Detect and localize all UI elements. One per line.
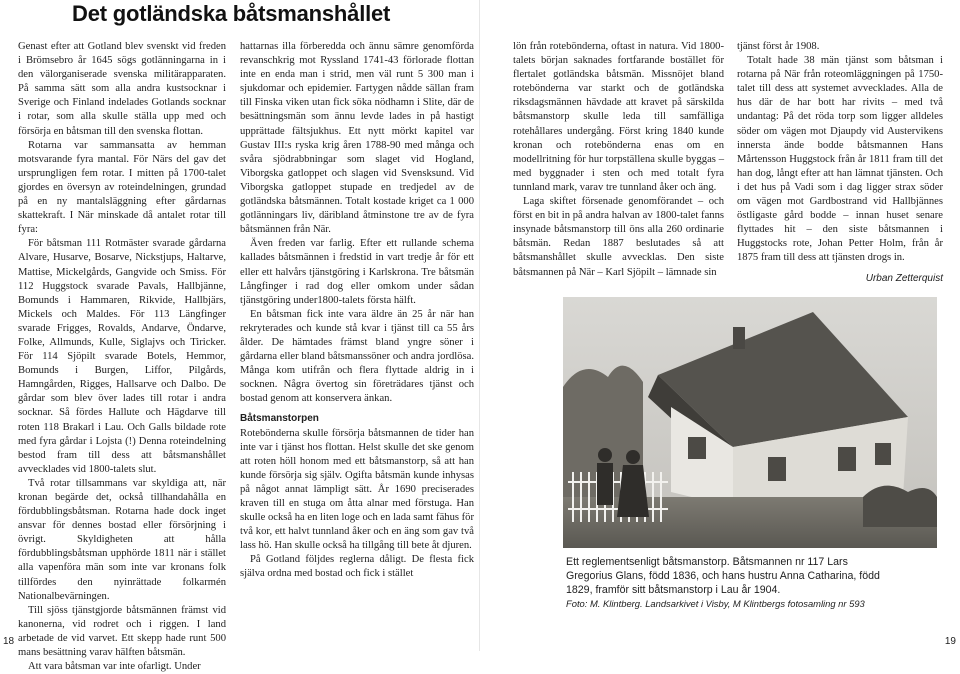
cottage-photo-image xyxy=(563,297,937,548)
paragraph: Att vara båtsman var inte ofarligt. Under xyxy=(28,661,201,673)
paragraph: tjänst först år 1908. xyxy=(737,41,820,52)
page-number-right: 19 xyxy=(944,636,956,647)
column-1 xyxy=(18,40,226,674)
column-2 xyxy=(240,40,474,582)
paragraph: För båtsman 111 Rotmäster svarade gårdarna Alvare, Husarve, Bosarve, Nickstjups, Haltarve, Mattise, Mickelgårds, Gangvide och Smiss. För 112 Huggstock svarade Pavals, Hallbjänne, Bomunds i Hammaren, Rikvide, Hallbjärs, Mickels och Maldes. För 113 Längfinger svarade Frigges, Rovalds, Andarve, Öndarve, Folke, Allmunds, Kulle, Siglajvs och Tiricker. För 114 Sjöpilt svarade Botels, Hemmor, Bomunds i Burgen, Liffor, Pilgårds, Hamngården, Rigges, Hallsarve och Dalbo. De gårdar som blev över lades till rotar i andra socknar. Så fördes Hallute och Hägdarve till roten 118 Brakarl i Lau. Och Galls bildade rote med fyra gårdar i Lojsta (!) Denna roteindelning bestod fram till dess att båtsmanshållet avvecklades vid 1800-talets slut. xyxy=(18,238,226,475)
column-4 xyxy=(737,40,943,286)
paragraph: På Gotland följdes reglerna dåligt. De flesta fick själva ordna med bostad och fick i stället xyxy=(240,554,474,580)
paragraph: Laga skiftet försenade genomförandet – och först en bit in på andra halvan av 1800-talet fanns insynade båtsmanstorp till öns alla 260 ordinarie båtsmän. Redan 1887 beslutades så att båtsmanshållet skulle avvecklas. Den siste båtsmannen på När – Karl Sjöpilt – lämnade sin xyxy=(513,196,724,278)
paragraph: Även freden var farlig. Efter ett rullande schema kallades båtsmännen i fredstid in vart tredje år för ett eller ett halvårs tjänstgöring i Karlskrona. Tre båtsmän Långfinger i rad dog eller omkom under sådan tjänstgöring under1800-talets första hälft. xyxy=(240,238,474,306)
paragraph: Genast efter att Gotland blev svenskt vid freden i Brömsebro år 1645 sögs gotlänningarna in i den välorganiserade svenska militärapparaten. På samma sätt som alla andra kustsocknar i Sverige och Finland indelades Gotlands socknar i rotar, som alla skulle ställa upp med och försörja en båtsman till den svenska flottan. xyxy=(18,41,226,137)
photo-caption xyxy=(566,555,896,611)
article-title: Det gotländska båtsmanshållet xyxy=(72,1,391,26)
caption-text: Ett reglementsenligt båtsmanstorp. Båtsmannen nr 117 Lars Gregorius Glans, född 1836, och hans hustru Anna Catharina, född 1829, framför sitt båtsmanstorp i Lau år 1904. xyxy=(566,556,880,596)
column-3 xyxy=(513,40,724,280)
caption-credit: Foto: M. Klintberg. Landsarkivet i Visby, M Klintbergs fotosamling nr 593 xyxy=(566,598,865,609)
cottage-photo xyxy=(563,297,937,548)
paragraph: hattarnas illa förberedda och ännu sämre genomförda revanschkrig mot Ryssland 1741-43 förlorade flottan inte en enda man i strid, men väl runt 5 300 man i sjukdomar och epidemier. Fartygen nådde sällan fram till Finska viken utan fick söka nödhamn i Slite, där de besättningsmän som ännu levde lades in på hastigt upprättade fältsjukhus. Ett nytt mörkt kapitel var Gustav III:s ryska krig åren 1788-90 med många och svåra sjödrabbningar som slaget vid Hogland, Viborgska gatloppet och slagen vid Svensksund. Vid Viborgska gatloppet stupade en tredjedel av de gotländska båtsmännen. Totalt kostade kriget ca 1 000 gotlänningars liv, däribland åtminstone tre av de fyra båtsmännen från När. xyxy=(240,41,474,236)
paragraph: Två rotar tillsammans var skyldiga att, när kronan begärde det, också tillhandahålla en fördubblingsbåtsman. Rotarna hade dock inget ansvar för dennes bostad eller försörjning i övrigt. Skyldigheten att hålla fördubblingsbåtsman upphörde 1811 när i stället alla vapenföra män som inte var kronans folk tillfördes den nyinrättade folkarmén Nationalbevärningen. xyxy=(18,477,226,602)
paragraph: Rotebönderna skulle försörja båtsmannen de tider han inte var i tjänst hos flottan. Helst skulle det ske genom att roten höll honom med ett båtsmanstorp, så att han kunde försörja sig själv. Ogifta båtsmän kunde inhysas på något annat lämpligt sätt. År 1690 preciserades kraven till en stuga om åtta alnar med förstuga. Han skulle också ha en liten loge och en lada samt fähus för två kor, ett halvt tunnland åker och en äng som gav två lass hö. Han skulle också ha tillgång till bete åt djuren. xyxy=(240,427,474,552)
page-fold xyxy=(479,0,480,651)
section-heading: Båtsmanstorpen xyxy=(240,413,319,425)
page-number-left: 18 xyxy=(3,636,15,647)
paragraph: Totalt hade 38 män tjänst som båtsman i rotarna på När från roteomläggningen på 1750-talet till dess att systemet avvecklades. Alla de hus där de har bott har rivits – med två undantag: På det röda torp som ligger alldeles söder om vägen mot Djaupdy vid Austervikens innersta ände bodde båtsmannen Hans Mårtensson Huggstock från år 1811 fram till det han dog, långt efter att han lämnat tjänsten. Och i det hus på Vadi som i dag ligger strax söder om vägen mot Gardbostrand vid Hallbjännes östligaste gård bodde – innan huset senare flyttades hit – den siste båtsmannen i Huggstocks rote, Johan Petter Holm, från år 1875 fram till dess att tjänsten drogs in. xyxy=(737,55,943,264)
paragraph: Till sjöss tjänstgjorde båtsmännen främst vid kanonerna, vid rodret och i riggen. I land arbetade de vid varvet. Ett skepp hade runt 500 mans besättning varav hälften båtsmän. xyxy=(18,604,226,659)
paragraph: Rotarna var sammansatta av hemman motsvarande fyra mantal. För Närs del gav det ursprungligen fem rotar. I mitten på 1700-talet gjordes en översyn av roteindelningen, grundad på en ny mantalsläggning efter gårdarnas skattekraft. I När minskade då antalet rotar till fyra: xyxy=(18,139,226,236)
paragraph: En båtsman fick inte vara äldre än 25 år när han rekryterades och kunde stå kvar i tjänst till ca 55 års ålder. De hämtades främst bland yngre söner i gårdarna eller bland båtsmanssöner och andra jordlösa. Många kom utifrån och flera flyttade aldrig in i socknen. Några övertog sin företrädares tjänst och bostad genom att konservera änkan. xyxy=(240,308,474,405)
author-signature: Urban Zetterquist xyxy=(865,272,943,284)
paragraph: lön från rotebönderna, oftast in natura. Vid 1800-talets början saknades fortfarande bostället för flertalet gotländska båtsmän. Missnöjet bland rotebönderna var starkt och de gotländska riksdagsmännen hävdade att kravet på särskilda båtsmanstorp skulle leda till samfälliga rotehållares undergång. Först kring 1840 kunde kronan och rotebönderna enas om en modellritning för hur torpställena skulle byggas – med byggnader i sten och med totalt fyra tunnland mark, varav tre tunnland åker och äng. xyxy=(513,41,724,193)
